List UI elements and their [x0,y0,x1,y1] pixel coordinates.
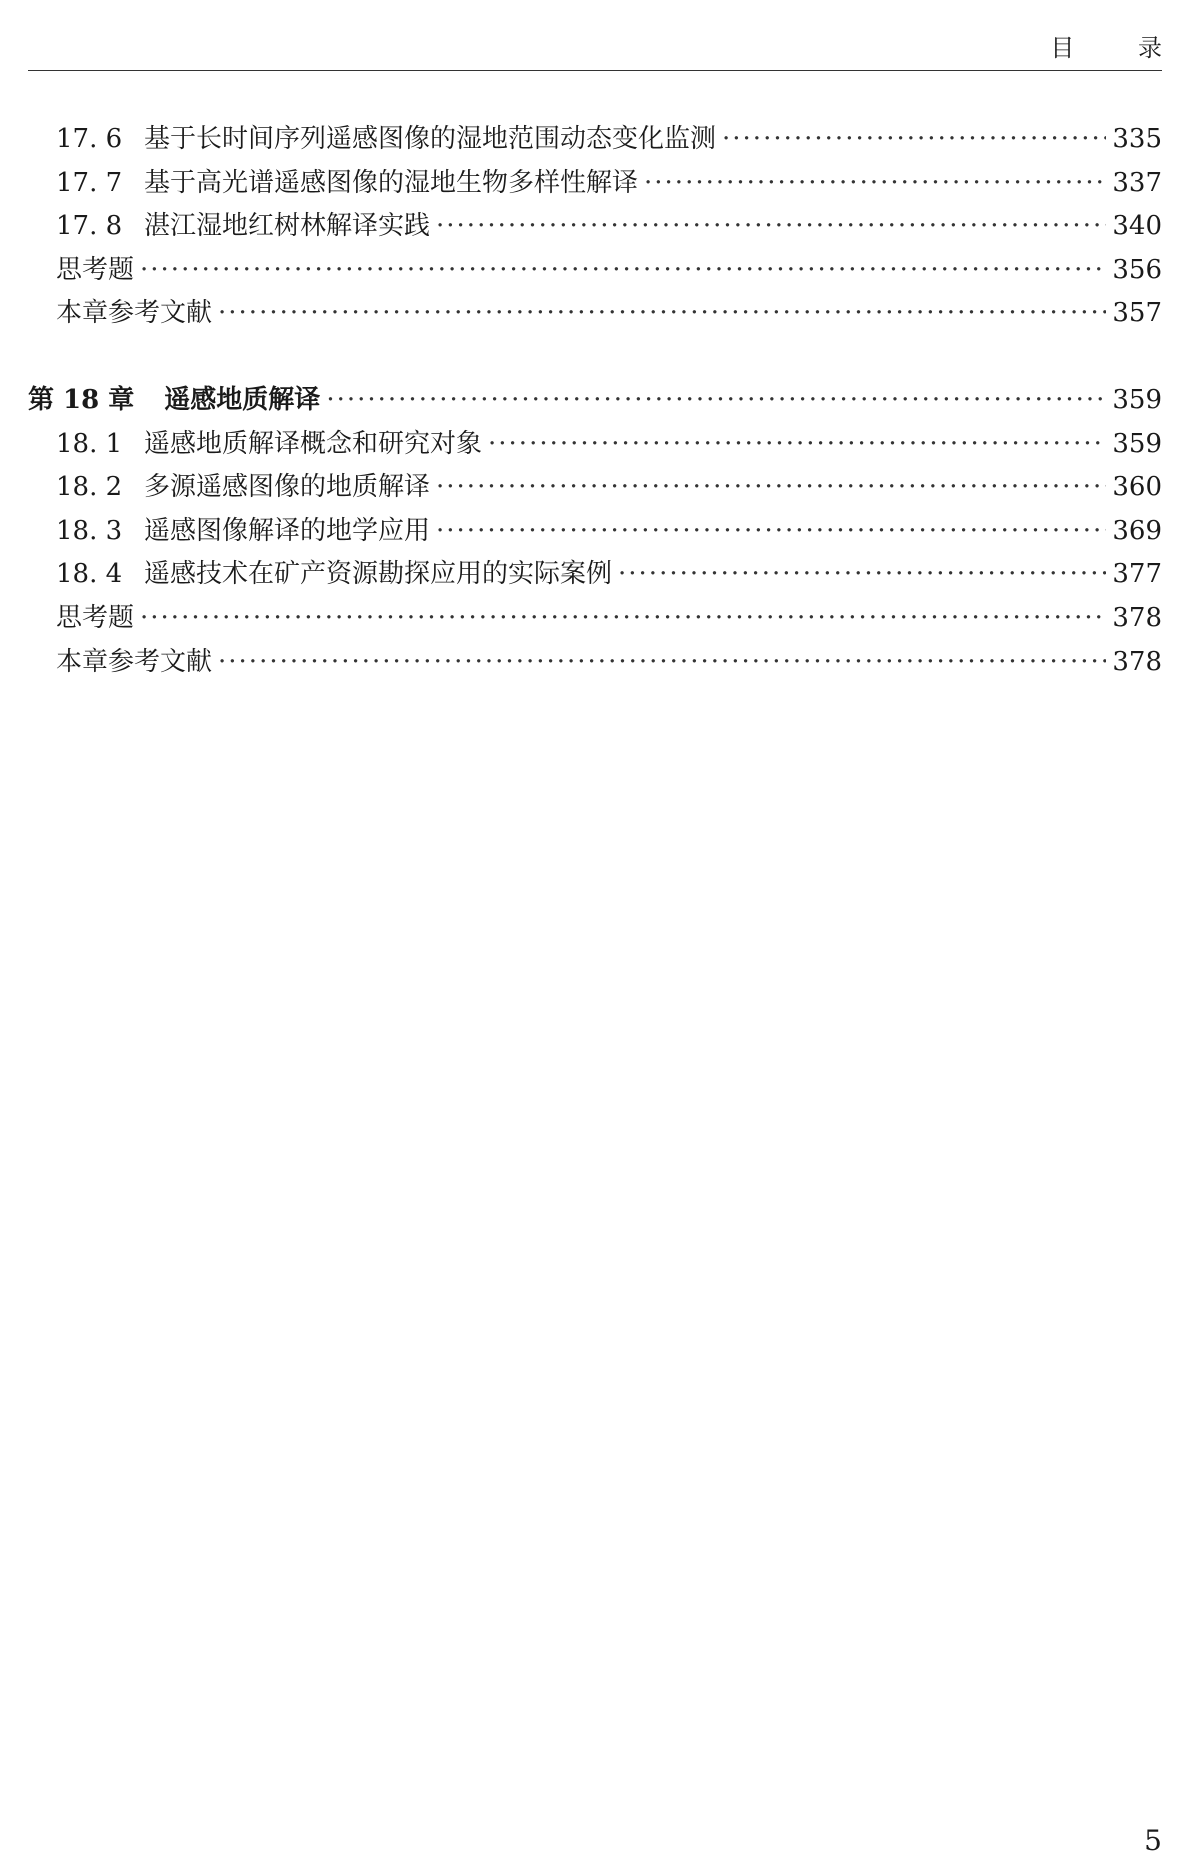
page-number: 356 [1112,254,1162,285]
dot-leader [436,205,1106,249]
dot-leader [326,379,1106,423]
section-title: 基于高光谱遥感图像的湿地生物多样性解译 [144,167,639,198]
section-title: 思考题 [56,254,135,285]
toc-entry-18-2[interactable] [28,466,1162,510]
running-header [28,0,1190,71]
dot-leader [644,162,1106,206]
page-number: 378 [1112,646,1162,677]
section-number: 17. 8 [56,211,123,242]
dot-leader [140,597,1106,641]
section-title: 本章参考文献 [56,646,213,677]
toc-entry-ch17-exercises[interactable] [28,249,1162,293]
page-number: 378 [1112,602,1162,633]
section-title: 思考题 [56,602,135,633]
page-number: 359 [1112,384,1162,415]
chapter-title: 遥感地质解译 [164,384,321,415]
dot-leader [140,249,1106,293]
dot-leader [436,510,1106,554]
section-number: 18. 2 [56,472,123,503]
page-number: 340 [1112,211,1162,242]
page-number: 369 [1112,515,1162,546]
toc-entry-18-3[interactable] [28,510,1162,554]
toc-entry-ch17-references[interactable] [28,292,1162,336]
dot-leader [218,292,1106,336]
section-number: 18. 3 [56,515,123,546]
section-number: 17. 7 [56,167,123,198]
page-folio: 5 [1144,1824,1162,1857]
section-title: 遥感技术在矿产资源勘探应用的实际案例 [144,559,613,590]
toc-entry-ch18-references[interactable] [28,641,1162,685]
section-title: 基于长时间序列遥感图像的湿地范围动态变化监测 [144,124,717,154]
section-number: 17. 6 [56,124,123,154]
section-title: 遥感地质解译概念和研究对象 [144,428,483,459]
page-number: 337 [1112,167,1162,198]
toc-entry-17-7[interactable] [28,162,1162,206]
chapter-number: 第 18 章 [28,384,135,415]
page-number: 377 [1112,559,1162,590]
page-number: 360 [1112,472,1162,503]
toc-entry-17-6[interactable] [28,118,1162,162]
section-title: 遥感图像解译的地学应用 [144,515,431,546]
dot-leader [618,553,1106,597]
page-number: 357 [1112,298,1162,329]
dot-leader [488,423,1106,467]
section-number: 18. 4 [56,559,123,590]
page-number: 335 [1112,124,1162,154]
table-of-contents [28,118,1162,684]
page-number: 359 [1112,428,1162,459]
dot-leader [436,466,1106,510]
running-header-title: 目 录 [1050,34,1190,62]
toc-entry-17-8[interactable] [28,205,1162,249]
dot-leader [218,641,1106,685]
toc-entry-18-1[interactable] [28,423,1162,467]
section-title: 多源遥感图像的地质解译 [144,472,431,503]
toc-entry-chapter-18[interactable] [28,379,1162,423]
toc-entry-18-4[interactable] [28,553,1162,597]
section-title: 本章参考文献 [56,298,213,329]
section-title: 湛江湿地红树林解译实践 [144,211,431,242]
section-number: 18. 1 [56,428,123,459]
toc-entry-ch18-exercises[interactable] [28,597,1162,641]
dot-leader [722,118,1106,162]
